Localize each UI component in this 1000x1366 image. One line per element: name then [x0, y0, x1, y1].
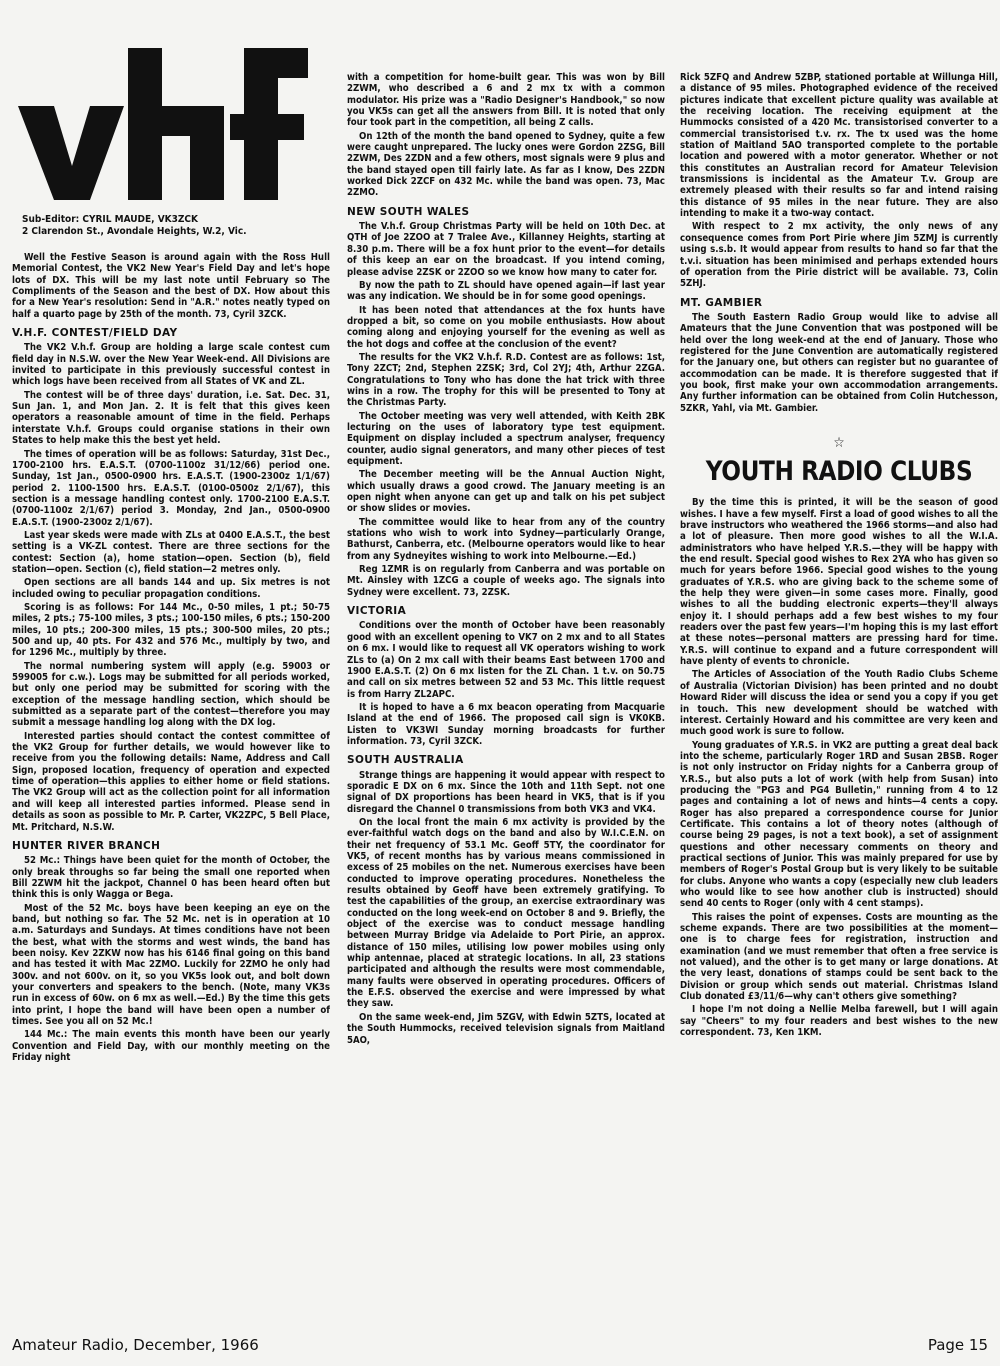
- paragraph: Most of the 52 Mc. boys have been keeping an eye on the band, but nothing so far. The 52 Mc. net is in operation at 10 a.m. Saturdays and Sundays. At times conditions have not been the best, what with the storms and west winds, the band has been noisy. Kev 2ZKW now has his 6146 final going on this band and has tested it with Mac 2ZMO. Luckily for 2ZMO he only had 300v. and not 600v. on it, so you VK5s look out, and bolt down your converters and speakers to the bench. (Note, many VK3s run in excess of 60w. on 6 mx as well.—Ed.) By the time this gets into print, I hope the band will have been open a number of times. See you all on 52 Mc.!: [12, 902, 330, 1027]
- heading-victoria: VICTORIA: [347, 605, 407, 618]
- paragraph: This raises the point of expenses. Costs are mounting as the scheme expands. There are two possibilities at the moment—one is to charge fees for registration, instruction and examination (and we must remember that often a free service is not valued), and the other is to get many or large donations. At the very least, donations of stamps could be sent back to the Division or group which sends out material. Christmas Island Club donated £3/11/6—why can't others give something?: [680, 911, 998, 1003]
- paragraph: with a competition for home-built gear. This was won by Bill 2ZWM, who described a 6 and 2 mx tx with a common modulator. His prize was a "Radio Designer's Handbook," so now you VK5s can get all the answers from Bill. It is noted that only four took part in the competition, all being Z calls.: [347, 72, 665, 129]
- paragraph: Reg 1ZMR is on regularly from Canberra and was portable on Mt. Ainsley with 1ZCG a couple of weeks ago. The signals into Sydney were excellent. 73, 2ZSK.: [347, 564, 665, 598]
- vhf-logo-graphic: [12, 28, 312, 208]
- paragraph: It has been noted that attendances at the fox hunts have dropped a bit, so come on you mobile enthusiasts. How about coming along and enjoying yourself for the evening as well as the hot dogs and coffee at the conclusion of the event?: [347, 304, 665, 350]
- column-1: [12, 28, 330, 1065]
- heading-new-south-wales: NEW SOUTH WALES: [347, 205, 470, 218]
- paragraph: 52 Mc.: Things have been quiet for the month of October, the only break throughs so far being the small one reported when Bill 2ZWM hit the jackpot, Channel 0 has been heard often but think this is only Wagga or Bega.: [12, 855, 330, 901]
- paragraph: With respect to 2 mx activity, the only news of any consequence comes from Port Pirie where Jim 5ZMJ is currently using s.s.b. It would appear from results to hand so far that the t.v.i. situation has been minimised and perhaps extended hours of operation from the Pirie district will be available. 73, Colin 5ZHJ.: [680, 221, 998, 290]
- paragraph: The results for the VK2 V.h.f. R.D. Contest are as follows: 1st, Tony 2ZCT; 2nd, Stephen 2ZSK; 3rd, Col 2YJ; 4th, Arthur 2ZGA. Congratulations to Tony who has done the hat trick with three wins in a row. The trophy for this will be presented to Tony at the Christmas Party.: [347, 351, 665, 409]
- paragraph: Open sections are all bands 144 and up. Six metres is not included owing to peculiar propagation conditions.: [12, 577, 330, 600]
- column-2: [347, 72, 665, 1048]
- youth-radio-clubs-title: YOUTH RADIO CLUBS: [705, 456, 973, 488]
- heading-south-australia: SOUTH AUSTRALIA: [347, 754, 464, 767]
- paragraph: The V.h.f. Group Christmas Party will be held on 10th Dec. at QTH of Joe 2ZOO at 7 Tralee Ave., Killanney Heights, starting at 8.30 p.m. There will be a fox hunt prior to the event—for details of this keep an ear on the broadcast. If you intend coming, please advise 2ZSK or 2ZOO so we know how many to cater for.: [347, 221, 665, 278]
- footer-publication: Amateur Radio, December, 1966: [12, 1336, 259, 1354]
- paragraph: On the same week-end, Jim 5ZGV, with Edwin 5ZTS, located at the South Hummocks, received television signals from Maitland 5AO,: [347, 1011, 665, 1046]
- footer-page-number: Page 15: [927, 1336, 988, 1354]
- paragraph: The South Eastern Radio Group would like to advise all Amateurs that the June Convention that was postponed will be held over the long week-end at the end of January. Those who registered for the June Convention are automatically registered for the January one, but others can register but no guarantee of accommodation can be made. It is therefore suggested that if you book, first make your own accommodation arrangements. Any further information can be obtained from Colin Hutchesson, 5ZKR, Yahl, via Mt. Gambier.: [680, 311, 998, 414]
- paragraph: It is hoped to have a 6 mx beacon operating from Macquarie Island at the end of 1966. The proposed call sign is VK0KB. Listen to VK3WI Sunday morning broadcasts for further information. 73, Cyril 3ZCK.: [347, 701, 665, 747]
- heading-mt-gambier: MT. GAMBIER: [680, 296, 763, 309]
- paragraph: The normal numbering system will apply (e.g. 59003 or 599005 for c.w.). Logs may be submitted for all periods worked, but only one period may be submitted for scoring with the exception of the message handling section, which should be submitted as a separate part of the contest—therefore you may submit a message handling log along with the DX log.: [12, 660, 330, 729]
- paragraph: The Articles of Association of the Youth Radio Clubs Scheme of Australia (Victorian Division) has been printed and no doubt Howard Rider will discuss the idea or send you a copy if you get in touch. This new development should be watched with interest. Certainly Howard and his committee are very keen and much good work is sure to follow.: [680, 669, 998, 738]
- paragraph: Last year skeds were made with ZLs at 0400 E.A.S.T., the best setting is a VK-ZL contest. There are three sections for the contest: Section (a), home station—open. Section (b), field station—open. Section (c), field station—2 metres only.: [12, 529, 330, 575]
- paragraph: By now the path to ZL should have opened again—if last year was any indication. We should be in for some good openings.: [347, 279, 665, 303]
- paragraph: On 12th of the month the band opened to Sydney, quite a few were caught unprepared. The lucky ones were Gordon 2ZSG, Bill 2ZWM, Des 2ZDN and a few others, most signals were 9 plus and the band stayed open till fairly late. As far as I know, Des 2ZDN worked Dick 2ZCF on 432 Mc. while the band was open. 73, Mac 2ZMO.: [347, 130, 665, 199]
- paragraph: On the local front the main 6 mx activity is provided by the ever-faithful watch dogs on the band and also by W.I.C.E.N. on their net frequency of 53.1 Mc. Geoff 5TY, the coordinator for VK5, of recent months has by various means commissioned in excess of 25 mobiles on the net. Numerous exercises have been conducted to improve operating procedures. Nonetheless the results obtained by Geoff have been extremely gratifying. To test the capabilities of the group, an exercise extraordinary was conducted on the long week-end on October 8 and 9. Briefly, the object of the exercise was to conduct message handling between Murray Bridge via Adelaide to Port Pirie, an approx. distance of 150 miles, utilising low power mobiles using only whip antennae, placed at strategic locations. In all, 23 stations participated and although the results were most commendable, many faults were observed in operating procedures. Officers of the E.F.S. observed the exercise and were impressed by what they saw.: [347, 816, 665, 1010]
- paragraph: I hope I'm not doing a Nellie Melba farewell, but I will again say "Cheers" to my four readers and best wishes to the new correspondent. 73, Ken 1KM.: [680, 1004, 998, 1039]
- paragraph: 144 Mc.: The main events this month have been our yearly Convention and Field Day, with our monthly meeting on the Friday night: [12, 1029, 330, 1064]
- intro-paragraph: Well the Festive Season is around again with the Ross Hull Memorial Contest, the VK2 New Year's Field Day and let's hope lots of DX. This will be my last note until February so The Compliments of the Season and the best of DX. How about this for a New Year's resolution: Send in "A.R." notes neatly typed on half a quarto page by 25th of the month. 73, Cyril 3ZCK.: [12, 252, 330, 320]
- vhf-logo: [12, 28, 330, 208]
- paragraph: Rick 5ZFQ and Andrew 5ZBP, stationed portable at Willunga Hill, a distance of 95 miles. Photographed evidence of the received pictures indicate that excellent picture quality was available at the receiving location. The receiving equipment at the Hummocks consisted of a 420 Mc. transistorised converter to a commercial transistorised t.v. rx. The tx used was the home station of Maitland 5AO transported complete to the portable location and powered with a motor generator. Whether or not this constitutes an Australian record for Amateur Television transmissions is incidental as the Amateur T.v. Group are extremely pleased with their results so far and intend raising this distance of 95 miles in the near future. They are also intending to make it a two-way contact.: [680, 72, 998, 220]
- paragraph: Scoring is as follows: For 144 Mc., 0-50 miles, 1 pt.; 50-75 miles, 2 pts.; 75-100 miles, 3 pts.; 100-150 miles, 6 pts.; 150-200 miles, 10 pts.; 200-300 miles, 15 pts.; 300-500 miles, 20 pts.; 500 and up, 40 pts. For 432 and 576 Mc., multiply by two, and for 1296 Mc., multiply by three.: [12, 601, 330, 659]
- column-3: [680, 72, 998, 1040]
- subeditor-block: [12, 214, 330, 238]
- paragraph: Young graduates of Y.R.S. in VK2 are putting a great deal back into the scheme, particularly Roger 1RD and Susan 2BSB. Roger is not only instructor on Friday nights for a Canberra group of Y.R.S., but also puts a lot of work (with help from Susan) into producing the "PG3 and PG4 Bulletin," running from 4 to 12 pages and containing a lot of news and hints—4 cents a copy. Roger has also prepared a correspondence course for Junior Certificate. This contains a lot of theory notes (although of course being 29 pages, is not a text book), a set of assignment questions and other necessary comments on theory and practical sections of Junior. This was mainly prepared for use by members of Roger's Postal Group but is very likely to be suitable for clubs. Anyone who wants a copy (especially new club leaders who would like to see how another club is instructed) should send 40 cents to Roger (only with 4 cent stamps).: [680, 739, 998, 910]
- subeditor-address: 2 Clarendon St., Avondale Heights, W.2, Vic.: [22, 226, 247, 237]
- paragraph: Conditions over the month of October have been reasonably good with an excellent opening to VK7 on 2 mx and to all States on 6 mx. I would like to request all VK operators wishing to work ZLs to (a) On 2 mx call with their beams East between 1700 and 1900 E.A.S.T. (2) On 6 mx listen for the ZL Chan. 1 t.v. on 50.75 and call on six metres between 52 and 53 Mc. This little request is from Harry ZL2APC.: [347, 620, 665, 700]
- paragraph: The VK2 V.h.f. Group are holding a large scale contest cum field day in N.S.W. over the New Year Week-end. All Divisions are invited to participate in this previously successful contest in which logs have been received from all States of VK and ZL.: [12, 342, 330, 388]
- paragraph: The times of operation will be as follows: Saturday, 31st Dec., 1700-2100 hrs. E.A.S.T. (0700-1100z 31/12/66) period one. Sunday, 1st Jan., 0500-0900 hrs. E.A.S.T. (1900-2300z 1/1/67) period 2. 1100-1500 hrs. E.A.S.T. (0100-0500z 2/1/67), this section is a message handling contest only. 1700-2100 E.A.S.T. (0700-1100z 2/1/67) period 3. Monday, 2nd Jan., 0500-0900 E.A.S.T. (1900-2300z 2/1/67).: [12, 448, 330, 528]
- subeditor-name: Sub-Editor: CYRIL MAUDE, VK3ZCK: [22, 214, 199, 225]
- paragraph: The December meeting will be the Annual Auction Night, which usually draws a good crowd. The January meeting is an open night when anyone can get up and talk on his pet subject or show slides or movies.: [347, 469, 665, 515]
- paragraph: Interested parties should contact the contest committee of the VK2 Group for further details, we would however like to receive from you the following details: Name, Address and Call Sign, proposed location, frequency of operation and expected time of operation—this applies to either home or field stations. The VK2 Group will act as the collection point for all information and will keep all interested parties informed. Please send in details as soon as possible to Mr. P. Carter, VK2ZPC, 5 Bell Place, Mt. Pritchard, N.S.W.: [12, 730, 330, 833]
- paragraph: Strange things are happening it would appear with respect to sporadic E DX on 6 mx. Since the 10th and 11th Sept. not one signal of DX proportions has been heard in VK5, that is if you disregard the Channel 0 transmissions from both VK3 and VK4.: [347, 769, 665, 815]
- paragraph: The committee would like to hear from any of the country stations who wish to work into Sydney—particularly Orange, Bathurst, Canberra, etc. (Melbourne operators would like to hear from any Sydneyites wishing to work into Melbourne.—Ed.): [347, 516, 665, 562]
- heading-contest: V.H.F. CONTEST/FIELD DAY: [12, 327, 178, 340]
- heading-hunter-river: HUNTER RIVER BRANCH: [12, 839, 161, 852]
- paragraph: The contest will be of three days' duration, i.e. Sat. Dec. 31, Sun Jan. 1, and Mon Jan. 2. It is felt that this gives keen operators a reasonable amount of time in the field. Perhaps interstate V.h.f. Groups could organise stations in their own States to help make this the best yet held.: [12, 389, 330, 447]
- star-icon: ☆: [833, 434, 845, 451]
- paragraph: By the time this is printed, it will be the season of good wishes. I have a few myself. First a load of good wishes to all the brave instructors who weathered the 1966 storms—and also had a lot of pleasure. Then more good wishes to all the W.I.A. administrators who have helped Y.R.S.—they will be happy with the end result. Special good wishes to Rex 2YA who has given so much for years before 1966. Special good wishes to the young graduates of Y.R.S. who are giving back to the scheme some of the help they were given—in some cases more. Finally, good wishes to all the budding electronic experts—they'll always enjoy it. I should perhaps add a few best wishes to my four readers over the past few years—I'm hoping this is my last effort at these notes—personal matters are pressing hard for time. Y.R.S. will continue to expand and a future correspondent will have plenty of events to chronicle.: [680, 497, 998, 668]
- paragraph: The October meeting was very well attended, with Keith 2BK lecturing on the uses of laboratory type test equipment. Equipment on display included a spectrum analyser, frequency counter, audio signal generators, and many other pieces of test equipment.: [347, 410, 665, 467]
